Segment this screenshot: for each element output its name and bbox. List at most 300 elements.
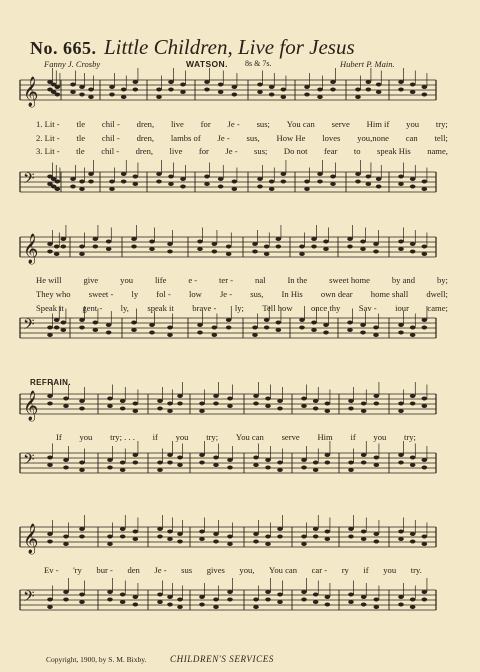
note-head [204, 88, 210, 92]
note-head [348, 535, 354, 539]
note-head [376, 90, 382, 94]
note-head [422, 85, 428, 89]
note-head [47, 532, 53, 536]
note-head [252, 250, 258, 254]
note-head [47, 250, 53, 254]
note-head [257, 90, 263, 94]
note-head [355, 88, 361, 92]
lyric-syllable: by and [391, 275, 416, 285]
note-head [63, 397, 69, 401]
note-head [47, 402, 53, 406]
lyric-syllable: You can [269, 565, 298, 575]
note-head [63, 466, 69, 470]
note-head [107, 590, 113, 594]
note-head [204, 175, 210, 179]
note-head [218, 83, 224, 87]
note-head [348, 527, 354, 531]
note-head [157, 468, 163, 472]
note-head [63, 598, 69, 602]
note-head [168, 80, 174, 84]
note-head [311, 321, 317, 325]
lyric-syllable: Je - [225, 146, 238, 156]
lyric-syllable: home shall [370, 289, 409, 299]
note-head [398, 80, 404, 84]
note-head [106, 240, 112, 244]
note-head [149, 323, 155, 327]
lyric-syllable: They who [36, 289, 71, 299]
lyric-syllable: serve [331, 119, 350, 129]
note-head [157, 535, 163, 539]
lyric-syllable: Tell how [262, 303, 293, 313]
note-head [204, 182, 210, 186]
note-head [212, 326, 218, 330]
note-head [70, 90, 76, 94]
note-head [366, 175, 372, 179]
note-head [167, 333, 173, 337]
note-head [213, 532, 219, 536]
note-head [252, 326, 258, 330]
note-head [167, 453, 173, 457]
note-head [257, 185, 263, 189]
note-head [133, 175, 139, 179]
note-head [253, 540, 259, 544]
note-head [79, 93, 85, 97]
lyric-syllable: speak it [147, 303, 174, 313]
note-head [133, 409, 139, 413]
note-head [301, 466, 307, 470]
note-head [168, 88, 174, 92]
note-head [304, 187, 310, 191]
note-head [79, 318, 85, 322]
note-head [63, 404, 69, 408]
lyric-syllable: Je - [217, 133, 230, 143]
lyric-syllable: ly [131, 289, 139, 299]
lyric-syllable: chil - [101, 146, 120, 156]
lyric-syllable: tle [76, 146, 85, 156]
note-head [227, 397, 233, 401]
note-head [410, 242, 416, 246]
lyric-syllable: Speak it [36, 303, 64, 313]
note-head [422, 326, 428, 330]
note-head [177, 605, 183, 609]
note-head [281, 88, 287, 92]
note-head [120, 468, 126, 472]
note-head [167, 326, 173, 330]
note-head [157, 527, 163, 531]
note-head [47, 463, 53, 467]
note-head [107, 397, 113, 401]
note-head [156, 172, 162, 176]
bass-clef-icon: 𝄢 [23, 451, 35, 471]
note-head [323, 247, 329, 251]
note-head [54, 252, 60, 256]
note-head [121, 95, 127, 99]
note-head [79, 407, 85, 411]
note-head [348, 468, 354, 472]
note-head [232, 93, 238, 97]
note-head [180, 83, 186, 87]
lyric-syllable: try; [206, 432, 219, 442]
note-head [79, 85, 85, 89]
note-head [269, 187, 275, 191]
note-head [199, 402, 205, 406]
note-head [366, 88, 372, 92]
note-head [410, 326, 416, 330]
lyric-syllable: to [353, 146, 361, 156]
note-head [70, 83, 76, 87]
note-head [121, 88, 127, 92]
note-head [313, 461, 319, 465]
lyric-syllable: for [200, 119, 211, 129]
note-head [109, 93, 115, 97]
note-head [281, 180, 287, 184]
note-head [232, 187, 238, 191]
note-head [180, 90, 186, 94]
note-head [253, 532, 259, 536]
note-head [277, 535, 283, 539]
note-head [301, 590, 307, 594]
lyric-syllable: Him [317, 432, 333, 442]
note-head [422, 598, 428, 602]
lyric-syllable: dren, [136, 133, 155, 143]
lyric-syllable: for [198, 146, 209, 156]
note-head [63, 535, 69, 539]
note-head [131, 245, 137, 249]
lyric-syllable: He will [36, 275, 62, 285]
note-head [107, 598, 113, 602]
lyric-syllable: chil - [101, 133, 120, 143]
note-head [168, 175, 174, 179]
note-head [264, 318, 270, 322]
note-head [269, 93, 275, 97]
note-head [149, 331, 155, 335]
note-head [227, 590, 233, 594]
note-head [55, 180, 61, 184]
verse-line [36, 146, 448, 156]
tune-name: WATSON. [186, 59, 228, 69]
lyric-syllable: lambs of [170, 133, 201, 143]
note-head [120, 593, 126, 597]
lyric-syllable: sus, [246, 133, 260, 143]
note-head [373, 333, 379, 337]
note-head [276, 321, 282, 325]
note-head [177, 532, 183, 536]
lyric-syllable: you [120, 275, 134, 285]
note-head [264, 245, 270, 249]
note-head [422, 318, 428, 322]
note-head [93, 237, 99, 241]
note-head [422, 187, 428, 191]
note-head [376, 177, 382, 181]
note-head [157, 600, 163, 604]
note-head [213, 456, 219, 460]
note-head [70, 177, 76, 181]
note-head [301, 458, 307, 462]
note-head [79, 593, 85, 597]
note-head [355, 180, 361, 184]
note-head [79, 187, 85, 191]
note-head [177, 402, 183, 406]
note-head [265, 404, 271, 408]
note-head [227, 542, 233, 546]
lyric-syllable: ly, [120, 303, 129, 313]
note-head [213, 402, 219, 406]
note-head [398, 409, 404, 413]
note-head [277, 407, 283, 411]
note-head [325, 603, 331, 607]
note-head [61, 245, 67, 249]
note-head [199, 530, 205, 534]
note-head [317, 180, 323, 184]
note-head [55, 85, 61, 89]
verse-line [36, 119, 448, 129]
note-head [398, 182, 404, 186]
verse-line [36, 275, 448, 285]
note-head [410, 605, 416, 609]
note-head [133, 88, 139, 92]
note-head [107, 466, 113, 470]
note-head [107, 535, 113, 539]
note-head [376, 185, 382, 189]
note-head [88, 180, 94, 184]
note-head [213, 598, 219, 602]
note-head [355, 172, 361, 176]
note-head [330, 175, 336, 179]
note-head [213, 540, 219, 544]
note-head [265, 458, 271, 462]
note-head [47, 326, 53, 330]
note-head [253, 598, 259, 602]
note-head [360, 331, 366, 335]
lyric-syllable: can [405, 133, 418, 143]
hymn-number: No. 665. [30, 38, 97, 58]
note-head [218, 185, 224, 189]
note-head [348, 399, 354, 403]
lyric-syllable: by; [436, 275, 448, 285]
note-head [410, 90, 416, 94]
lyric-syllable: if [350, 432, 356, 442]
note-head [348, 461, 354, 465]
note-head [212, 242, 218, 246]
note-head [106, 331, 112, 335]
lyric-syllable: you [373, 432, 387, 442]
note-head [120, 399, 126, 403]
note-head [213, 394, 219, 398]
note-head [168, 182, 174, 186]
note-head [360, 247, 366, 251]
lyric-syllable: live [169, 146, 183, 156]
note-head [410, 185, 416, 189]
note-head [106, 247, 112, 251]
note-head [226, 326, 232, 330]
note-head [348, 593, 354, 597]
note-head [325, 461, 331, 465]
lyric-syllable: Do not [283, 146, 308, 156]
note-head [398, 461, 404, 465]
note-head [79, 461, 85, 465]
note-head [252, 333, 258, 337]
note-head [120, 461, 126, 465]
note-head [156, 95, 162, 99]
note-head [257, 83, 263, 87]
refrain-label: REFRAIN. [30, 378, 71, 387]
note-head [366, 80, 372, 84]
note-head [109, 187, 115, 191]
lyric-syllable: you [406, 119, 420, 129]
note-head [398, 530, 404, 534]
note-head [177, 540, 183, 544]
note-head [330, 88, 336, 92]
note-head [133, 530, 139, 534]
lyric-syllable: bur - [96, 565, 113, 575]
note-head [325, 530, 331, 534]
lyric-syllable: you [383, 565, 397, 575]
lyric-syllable: dwell; [426, 289, 448, 299]
note-head [47, 242, 53, 246]
note-head [301, 542, 307, 546]
lyric-syllable: you,none [357, 133, 389, 143]
copyright-notice: Copyright, 1900, by S. M. Bixby. [46, 655, 147, 664]
note-head [180, 177, 186, 181]
meter: 8s & 7s. [245, 59, 272, 68]
note-head [218, 90, 224, 94]
note-head [199, 537, 205, 541]
note-head [47, 598, 53, 602]
note-head [398, 595, 404, 599]
note-head [253, 605, 259, 609]
note-head [374, 605, 380, 609]
verse-line [36, 133, 448, 143]
verse-line [36, 289, 448, 299]
note-head [55, 187, 61, 191]
refrain-line [56, 432, 416, 442]
note-head [313, 527, 319, 531]
note-head [157, 399, 163, 403]
note-head [301, 598, 307, 602]
hymn-title: Little Children, Live for Jesus [104, 35, 355, 59]
note-head [167, 409, 173, 413]
note-head [374, 598, 380, 602]
note-head [213, 605, 219, 609]
lyric-syllable: if [152, 432, 158, 442]
note-head [410, 402, 416, 406]
note-head [373, 242, 379, 246]
note-head [422, 542, 428, 546]
note-head [253, 463, 259, 467]
refrain-line [44, 565, 422, 575]
note-head [277, 461, 283, 465]
note-head [361, 595, 367, 599]
note-head [301, 535, 307, 539]
note-head [410, 177, 416, 181]
note-head [317, 95, 323, 99]
note-head [311, 245, 317, 249]
note-head [276, 237, 282, 241]
lyric-syllable: sweet home [329, 275, 370, 285]
lyric-syllable: give [83, 275, 99, 285]
note-head [120, 535, 126, 539]
note-head [323, 240, 329, 244]
note-head [347, 328, 353, 332]
note-head [204, 80, 210, 84]
lyric-syllable: How He [276, 133, 306, 143]
note-head [227, 458, 233, 462]
note-head [361, 537, 367, 541]
note-head [281, 95, 287, 99]
note-head [133, 402, 139, 406]
lyric-syllable: 3. Lit - [36, 146, 60, 156]
note-head [109, 180, 115, 184]
note-head [374, 532, 380, 536]
note-head [374, 394, 380, 398]
note-head [79, 600, 85, 604]
note-head [277, 399, 283, 403]
lyric-syllable: Ev - [44, 565, 59, 575]
note-head [398, 175, 404, 179]
lyric-syllable: gent - [82, 303, 103, 313]
note-head [197, 323, 203, 327]
note-head [167, 242, 173, 246]
note-head [107, 458, 113, 462]
note-head [79, 252, 85, 256]
note-head [299, 326, 305, 330]
note-head [277, 600, 283, 604]
verse-line [36, 303, 448, 313]
note-head [79, 399, 85, 403]
lyric-syllable: once thy [310, 303, 341, 313]
note-head [253, 394, 259, 398]
note-head [313, 600, 319, 604]
lyric-syllable: In His [281, 289, 303, 299]
note-head [226, 245, 232, 249]
note-head [313, 468, 319, 472]
note-head [347, 321, 353, 325]
note-head [325, 595, 331, 599]
lyric-syllable: gives [206, 565, 225, 575]
note-head [47, 540, 53, 544]
note-head [149, 247, 155, 251]
note-head [410, 333, 416, 337]
note-head [257, 177, 263, 181]
note-head [197, 331, 203, 335]
note-head [199, 453, 205, 457]
note-head [54, 318, 60, 322]
note-head [304, 85, 310, 89]
treble-clef-icon: 𝄞 [23, 234, 39, 263]
note-head [422, 458, 428, 462]
note-head [422, 466, 428, 470]
note-head [398, 247, 404, 251]
note-head [360, 323, 366, 327]
lyric-syllable: chil - [101, 119, 120, 129]
note-head [47, 394, 53, 398]
lyric-syllable: try; [435, 119, 448, 129]
note-head [325, 409, 331, 413]
note-head [167, 603, 173, 607]
note-head [199, 595, 205, 599]
note-head [156, 88, 162, 92]
note-head [323, 331, 329, 335]
note-head [79, 180, 85, 184]
note-head [63, 542, 69, 546]
note-head [156, 180, 162, 184]
note-head [317, 172, 323, 176]
note-head [373, 326, 379, 330]
note-head [361, 402, 367, 406]
note-head [131, 237, 137, 241]
note-head [63, 590, 69, 594]
note-head [374, 540, 380, 544]
